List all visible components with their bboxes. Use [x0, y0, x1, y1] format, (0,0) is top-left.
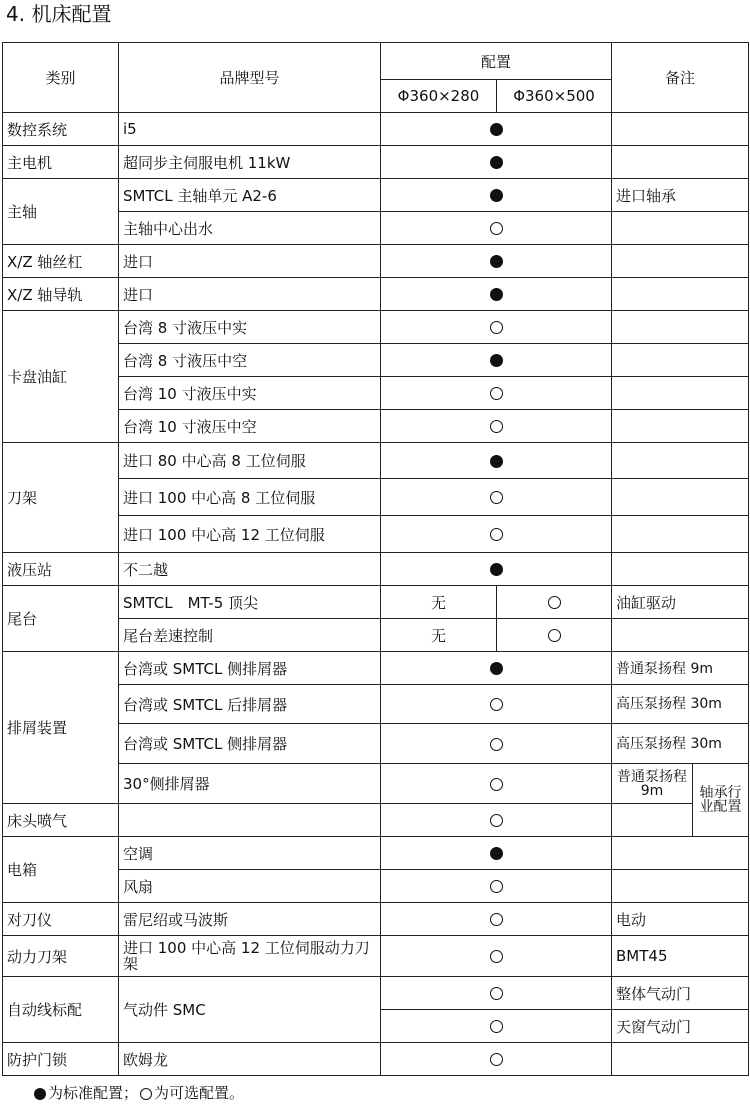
model-cell: 30°侧排屑器 — [119, 764, 381, 804]
table-row — [3, 146, 749, 179]
table-row — [3, 553, 749, 586]
category-cell: 刀架 — [3, 443, 119, 553]
category-cell: 排屑装置 — [3, 652, 119, 804]
remark-cell: 高压泵扬程 30m — [612, 724, 749, 764]
model-cell: SMTCL MT-5 顶尖 — [119, 586, 381, 619]
legend — [34, 1083, 244, 1103]
model-cell: 台湾 10 寸液压中空 — [119, 410, 381, 443]
standard-dot-icon — [490, 847, 503, 860]
optional-circle-icon — [490, 880, 503, 893]
remark-cell — [612, 443, 749, 479]
config-cell — [381, 685, 612, 724]
remark-cell — [612, 619, 749, 652]
remark-cell: 普通泵扬程 9m — [612, 652, 749, 685]
optional-circle-icon — [490, 738, 503, 751]
model-cell: SMTCL 主轴单元 A2-6 — [119, 179, 381, 212]
model-cell: 台湾或 SMTCL 侧排屑器 — [119, 652, 381, 685]
remark-cell — [612, 410, 749, 443]
category-cell: 床头喷气 — [3, 804, 119, 837]
config-cell — [381, 146, 612, 179]
legend-optional-label: 为可选配置。 — [154, 1084, 245, 1102]
remark-cell: 电动 — [612, 903, 749, 936]
remark-cell — [612, 870, 749, 903]
config-cell — [381, 903, 612, 936]
optional-circle-icon — [490, 528, 503, 541]
category-cell: 数控系统 — [3, 113, 119, 146]
optional-circle-icon — [490, 321, 503, 334]
remark-cell: 高压泵扬程 30m — [612, 685, 749, 724]
optional-circle-icon — [490, 222, 503, 235]
config-cell — [381, 1010, 612, 1043]
optional-circle-icon — [490, 387, 503, 400]
standard-dot-icon — [34, 1088, 46, 1100]
model-cell: 进口 — [119, 278, 381, 311]
header-config-a: Φ360×280 — [381, 80, 497, 113]
remark-cell — [612, 377, 749, 410]
remark-extra-cell: 轴承行业配置 — [693, 764, 749, 837]
config-a-cell: 无 — [381, 619, 497, 652]
table-row — [3, 245, 749, 278]
category-cell: X/Z 轴导轨 — [3, 278, 119, 311]
standard-dot-icon — [490, 288, 503, 301]
model-cell: 台湾或 SMTCL 后排屑器 — [119, 685, 381, 724]
category-cell: 卡盘油缸 — [3, 311, 119, 443]
optional-circle-icon — [490, 698, 503, 711]
remark-cell — [612, 837, 749, 870]
remark-cell: 普通泵扬程 9m — [612, 764, 693, 804]
remark-cell — [612, 146, 749, 179]
remark-cell — [612, 553, 749, 586]
model-cell: 进口 80 中心高 8 工位伺服 — [119, 443, 381, 479]
standard-dot-icon — [490, 156, 503, 169]
config-cell — [381, 1043, 612, 1076]
remark-cell — [612, 1043, 749, 1076]
model-cell: 台湾或 SMTCL 侧排屑器 — [119, 724, 381, 764]
remark-cell — [612, 804, 693, 837]
header-category: 类别 — [3, 43, 119, 113]
standard-dot-icon — [490, 255, 503, 268]
optional-circle-icon — [490, 987, 503, 1000]
remark-cell — [612, 113, 749, 146]
model-cell: 台湾 8 寸液压中空 — [119, 344, 381, 377]
config-cell — [381, 410, 612, 443]
model-cell: 不二越 — [119, 553, 381, 586]
standard-dot-icon — [490, 662, 503, 675]
model-cell: 台湾 8 寸液压中实 — [119, 311, 381, 344]
config-cell — [381, 553, 612, 586]
table-row — [3, 1043, 749, 1076]
machine-config-table — [2, 42, 749, 1076]
header-model: 品牌型号 — [119, 43, 381, 113]
header-config: 配置 — [381, 43, 612, 80]
remark-cell: BMT45 — [612, 936, 749, 977]
category-cell: X/Z 轴丝杠 — [3, 245, 119, 278]
config-b-cell — [497, 586, 612, 619]
category-cell: 主电机 — [3, 146, 119, 179]
model-cell — [119, 804, 381, 837]
table-row — [3, 903, 749, 936]
model-cell: 进口 100 中心高 12 工位伺服动力刀架 — [119, 936, 381, 977]
table-row — [3, 977, 749, 1010]
standard-dot-icon — [490, 455, 503, 468]
remark-cell: 天窗气动门 — [612, 1010, 749, 1043]
table-row — [3, 652, 749, 685]
model-cell: 雷尼绍或马波斯 — [119, 903, 381, 936]
table-row — [3, 278, 749, 311]
model-cell: 进口 100 中心高 8 工位伺服 — [119, 479, 381, 516]
remark-cell — [612, 245, 749, 278]
legend-standard-label: 为标准配置； — [48, 1084, 139, 1102]
table-row — [3, 936, 749, 977]
header-remarks: 备注 — [612, 43, 749, 113]
remark-cell — [612, 311, 749, 344]
category-cell: 主轴 — [3, 179, 119, 245]
config-b-cell — [497, 619, 612, 652]
config-cell — [381, 113, 612, 146]
table-row — [3, 586, 749, 619]
model-cell: 风扇 — [119, 870, 381, 903]
remark-cell — [612, 516, 749, 553]
category-cell: 自动线标配 — [3, 977, 119, 1043]
table-row — [3, 837, 749, 870]
model-cell: 台湾 10 寸液压中实 — [119, 377, 381, 410]
header-config-b: Φ360×500 — [497, 80, 612, 113]
config-cell — [381, 652, 612, 685]
config-cell — [381, 212, 612, 245]
table-row — [3, 311, 749, 344]
config-cell — [381, 179, 612, 212]
optional-circle-icon — [490, 950, 503, 963]
model-cell: 空调 — [119, 837, 381, 870]
optional-circle-icon — [490, 814, 503, 827]
optional-circle-icon — [548, 596, 561, 609]
config-cell — [381, 977, 612, 1010]
category-cell: 对刀仪 — [3, 903, 119, 936]
config-cell — [381, 377, 612, 410]
standard-dot-icon — [490, 189, 503, 202]
category-cell: 动力刀架 — [3, 936, 119, 977]
optional-circle-icon — [490, 491, 503, 504]
category-cell: 尾台 — [3, 586, 119, 652]
config-cell — [381, 516, 612, 553]
remark-cell: 进口轴承 — [612, 179, 749, 212]
config-cell — [381, 311, 612, 344]
config-cell — [381, 344, 612, 377]
remark-cell — [612, 278, 749, 311]
config-cell — [381, 764, 612, 804]
model-cell: 气动件 SMC — [119, 977, 381, 1043]
model-cell: 主轴中心出水 — [119, 212, 381, 245]
config-cell — [381, 443, 612, 479]
header-row — [3, 43, 749, 80]
config-cell — [381, 870, 612, 903]
model-cell: i5 — [119, 113, 381, 146]
table-row — [3, 179, 749, 212]
table-row — [3, 804, 749, 837]
optional-circle-icon — [490, 778, 503, 791]
optional-circle-icon — [490, 420, 503, 433]
model-cell: 进口 100 中心高 12 工位伺服 — [119, 516, 381, 553]
config-cell — [381, 245, 612, 278]
model-cell: 进口 — [119, 245, 381, 278]
table-row — [3, 443, 749, 479]
remark-cell: 整体气动门 — [612, 977, 749, 1010]
standard-dot-icon — [490, 123, 503, 136]
remark-cell — [612, 344, 749, 377]
section-title: 4. 机床配置 — [6, 2, 112, 26]
remark-cell — [612, 212, 749, 245]
optional-circle-icon — [490, 913, 503, 926]
config-cell — [381, 804, 612, 837]
category-cell: 防护门锁 — [3, 1043, 119, 1076]
config-cell — [381, 479, 612, 516]
config-cell — [381, 724, 612, 764]
standard-dot-icon — [490, 563, 503, 576]
config-cell — [381, 936, 612, 977]
model-cell: 尾台差速控制 — [119, 619, 381, 652]
standard-dot-icon — [490, 354, 503, 367]
optional-circle-icon — [490, 1053, 503, 1066]
remark-cell — [612, 479, 749, 516]
config-cell — [381, 837, 612, 870]
model-cell: 欧姆龙 — [119, 1043, 381, 1076]
optional-circle-icon — [140, 1088, 152, 1100]
config-cell — [381, 278, 612, 311]
optional-circle-icon — [490, 1020, 503, 1033]
model-cell: 超同步主伺服电机 11kW — [119, 146, 381, 179]
config-a-cell: 无 — [381, 586, 497, 619]
remark-cell: 油缸驱动 — [612, 586, 749, 619]
category-cell: 电箱 — [3, 837, 119, 903]
optional-circle-icon — [548, 629, 561, 642]
table-row — [3, 113, 749, 146]
category-cell: 液压站 — [3, 553, 119, 586]
